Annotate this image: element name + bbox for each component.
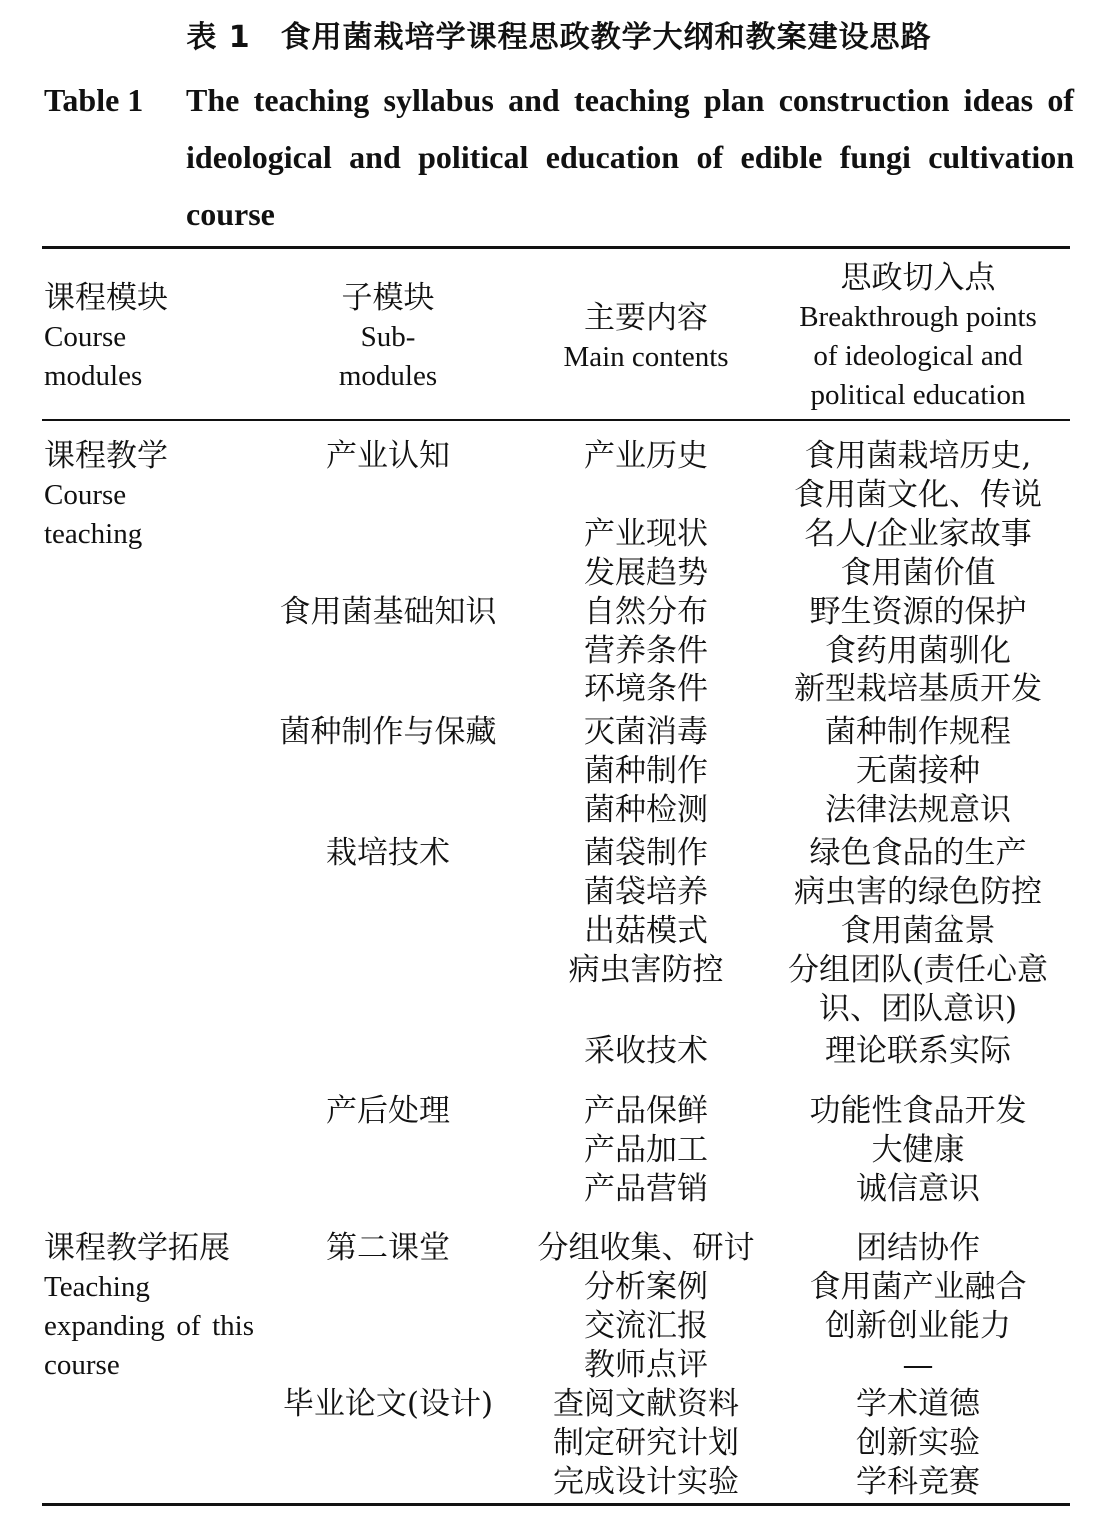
submodule-item: 食用菌基础知识 (279, 594, 497, 630)
main-content-item: 自然分布 (584, 594, 708, 630)
table-label-cn: 表 1 (186, 20, 251, 55)
breakthrough-item: 食用菌盆景 (840, 913, 996, 949)
breakthrough-item: 食用菌产业融合 (809, 1269, 1027, 1305)
table-label-en: Table 1 (44, 82, 144, 118)
breakthrough-item: — (902, 1347, 934, 1383)
table-bottom-rule (42, 1503, 1070, 1506)
main-content-item: 菌袋制作 (584, 835, 708, 871)
main-content-item: 出菇模式 (584, 913, 708, 949)
main-content-item: 交流汇报 (584, 1308, 708, 1344)
submodule-item: 第二课堂 (326, 1230, 450, 1266)
breakthrough-item: 诚信意识 (856, 1171, 980, 1207)
main-content-item: 菌种制作 (584, 753, 708, 789)
breakthrough-item: 识、团队意识) (818, 991, 1018, 1027)
main-content-item: 菌种检测 (584, 792, 708, 828)
main-content-item: 环境条件 (584, 671, 708, 707)
module-teaching-expanding: 课程教学拓展 Teaching expanding of this course (44, 1230, 254, 1381)
breakthrough-item: 法律法规意识 (825, 792, 1011, 828)
breakthrough-item: 食用菌文化、传说 (794, 477, 1042, 513)
breakthrough-item: 无菌接种 (856, 753, 980, 789)
breakthrough-item: 绿色食品的生产 (809, 835, 1027, 871)
header-main-contents: 主要内容 Main contents (563, 300, 729, 373)
main-content-item: 教师点评 (584, 1347, 708, 1383)
header-course-modules: 课程模块 Course modules (44, 280, 168, 392)
breakthrough-item: 学科竞赛 (856, 1464, 980, 1500)
main-content-item: 病虫害防控 (568, 952, 724, 988)
table-top-rule (42, 246, 1070, 249)
main-content-item: 产业历史 (584, 438, 708, 474)
main-content-item: 灭菌消毒 (584, 714, 708, 750)
table-caption-cn (0, 18, 1118, 58)
submodule-item: 菌种制作与保藏 (279, 714, 497, 750)
breakthrough-item: 理论联系实际 (825, 1033, 1011, 1069)
submodule-item: 产后处理 (326, 1093, 450, 1129)
submodule-item: 产业认知 (326, 438, 450, 474)
main-content-item: 完成设计实验 (553, 1464, 739, 1500)
breakthrough-item: 新型栽培基质开发 (794, 671, 1042, 707)
breakthrough-item: 创新创业能力 (825, 1308, 1011, 1344)
module-course-teaching: 课程教学 Course teaching (44, 438, 168, 550)
breakthrough-item: 食药用菌驯化 (825, 633, 1011, 669)
submodule-item: 栽培技术 (326, 835, 450, 871)
breakthrough-item: 创新实验 (856, 1425, 980, 1461)
table-caption-en (44, 72, 1074, 243)
main-content-item: 分组收集、研讨 (537, 1230, 755, 1266)
breakthrough-item: 食用菌价值 (840, 555, 996, 591)
breakthrough-item: 分组团队(责任心意 (787, 952, 1049, 988)
header-sub-modules: 子模块 Sub- modules (338, 280, 438, 392)
main-content-item: 产品加工 (584, 1132, 708, 1168)
breakthrough-item: 学术道德 (856, 1386, 980, 1422)
main-content-item: 制定研究计划 (553, 1425, 739, 1461)
breakthrough-item: 功能性食品开发 (809, 1093, 1027, 1129)
table-header-rule (42, 419, 1070, 421)
header-breakthrough-points: 思政切入点 Breakthrough points of ideological and political education (799, 260, 1037, 411)
breakthrough-item: 名人/企业家故事 (804, 516, 1032, 552)
table-title-en: The teaching syllabus and teaching plan construction ideas of ideological and political education of edible fungi cultivation course (186, 82, 1074, 232)
main-content-item: 产品保鲜 (584, 1093, 708, 1129)
breakthrough-item: 团结协作 (856, 1230, 980, 1266)
main-content-item: 产品营销 (584, 1171, 708, 1207)
main-content-item: 分析案例 (584, 1269, 708, 1305)
breakthrough-item: 菌种制作规程 (825, 714, 1011, 750)
breakthrough-item: 病虫害的绿色防控 (794, 874, 1042, 910)
breakthrough-item: 大健康 (871, 1132, 965, 1168)
main-content-item: 产业现状 (584, 516, 708, 552)
main-content-item: 查阅文献资料 (553, 1386, 739, 1422)
breakthrough-item: 野生资源的保护 (809, 594, 1027, 630)
main-content-item: 采收技术 (584, 1033, 708, 1069)
main-content-item: 营养条件 (584, 633, 708, 669)
table-title-cn: 食用菌栽培学课程思政教学大纲和教案建设思路 (280, 20, 932, 55)
main-content-item: 菌袋培养 (584, 874, 708, 910)
submodule-item: 毕业论文(设计) (282, 1386, 494, 1422)
breakthrough-item: 食用菌栽培历史, (804, 438, 1032, 474)
main-content-item: 发展趋势 (584, 555, 708, 591)
